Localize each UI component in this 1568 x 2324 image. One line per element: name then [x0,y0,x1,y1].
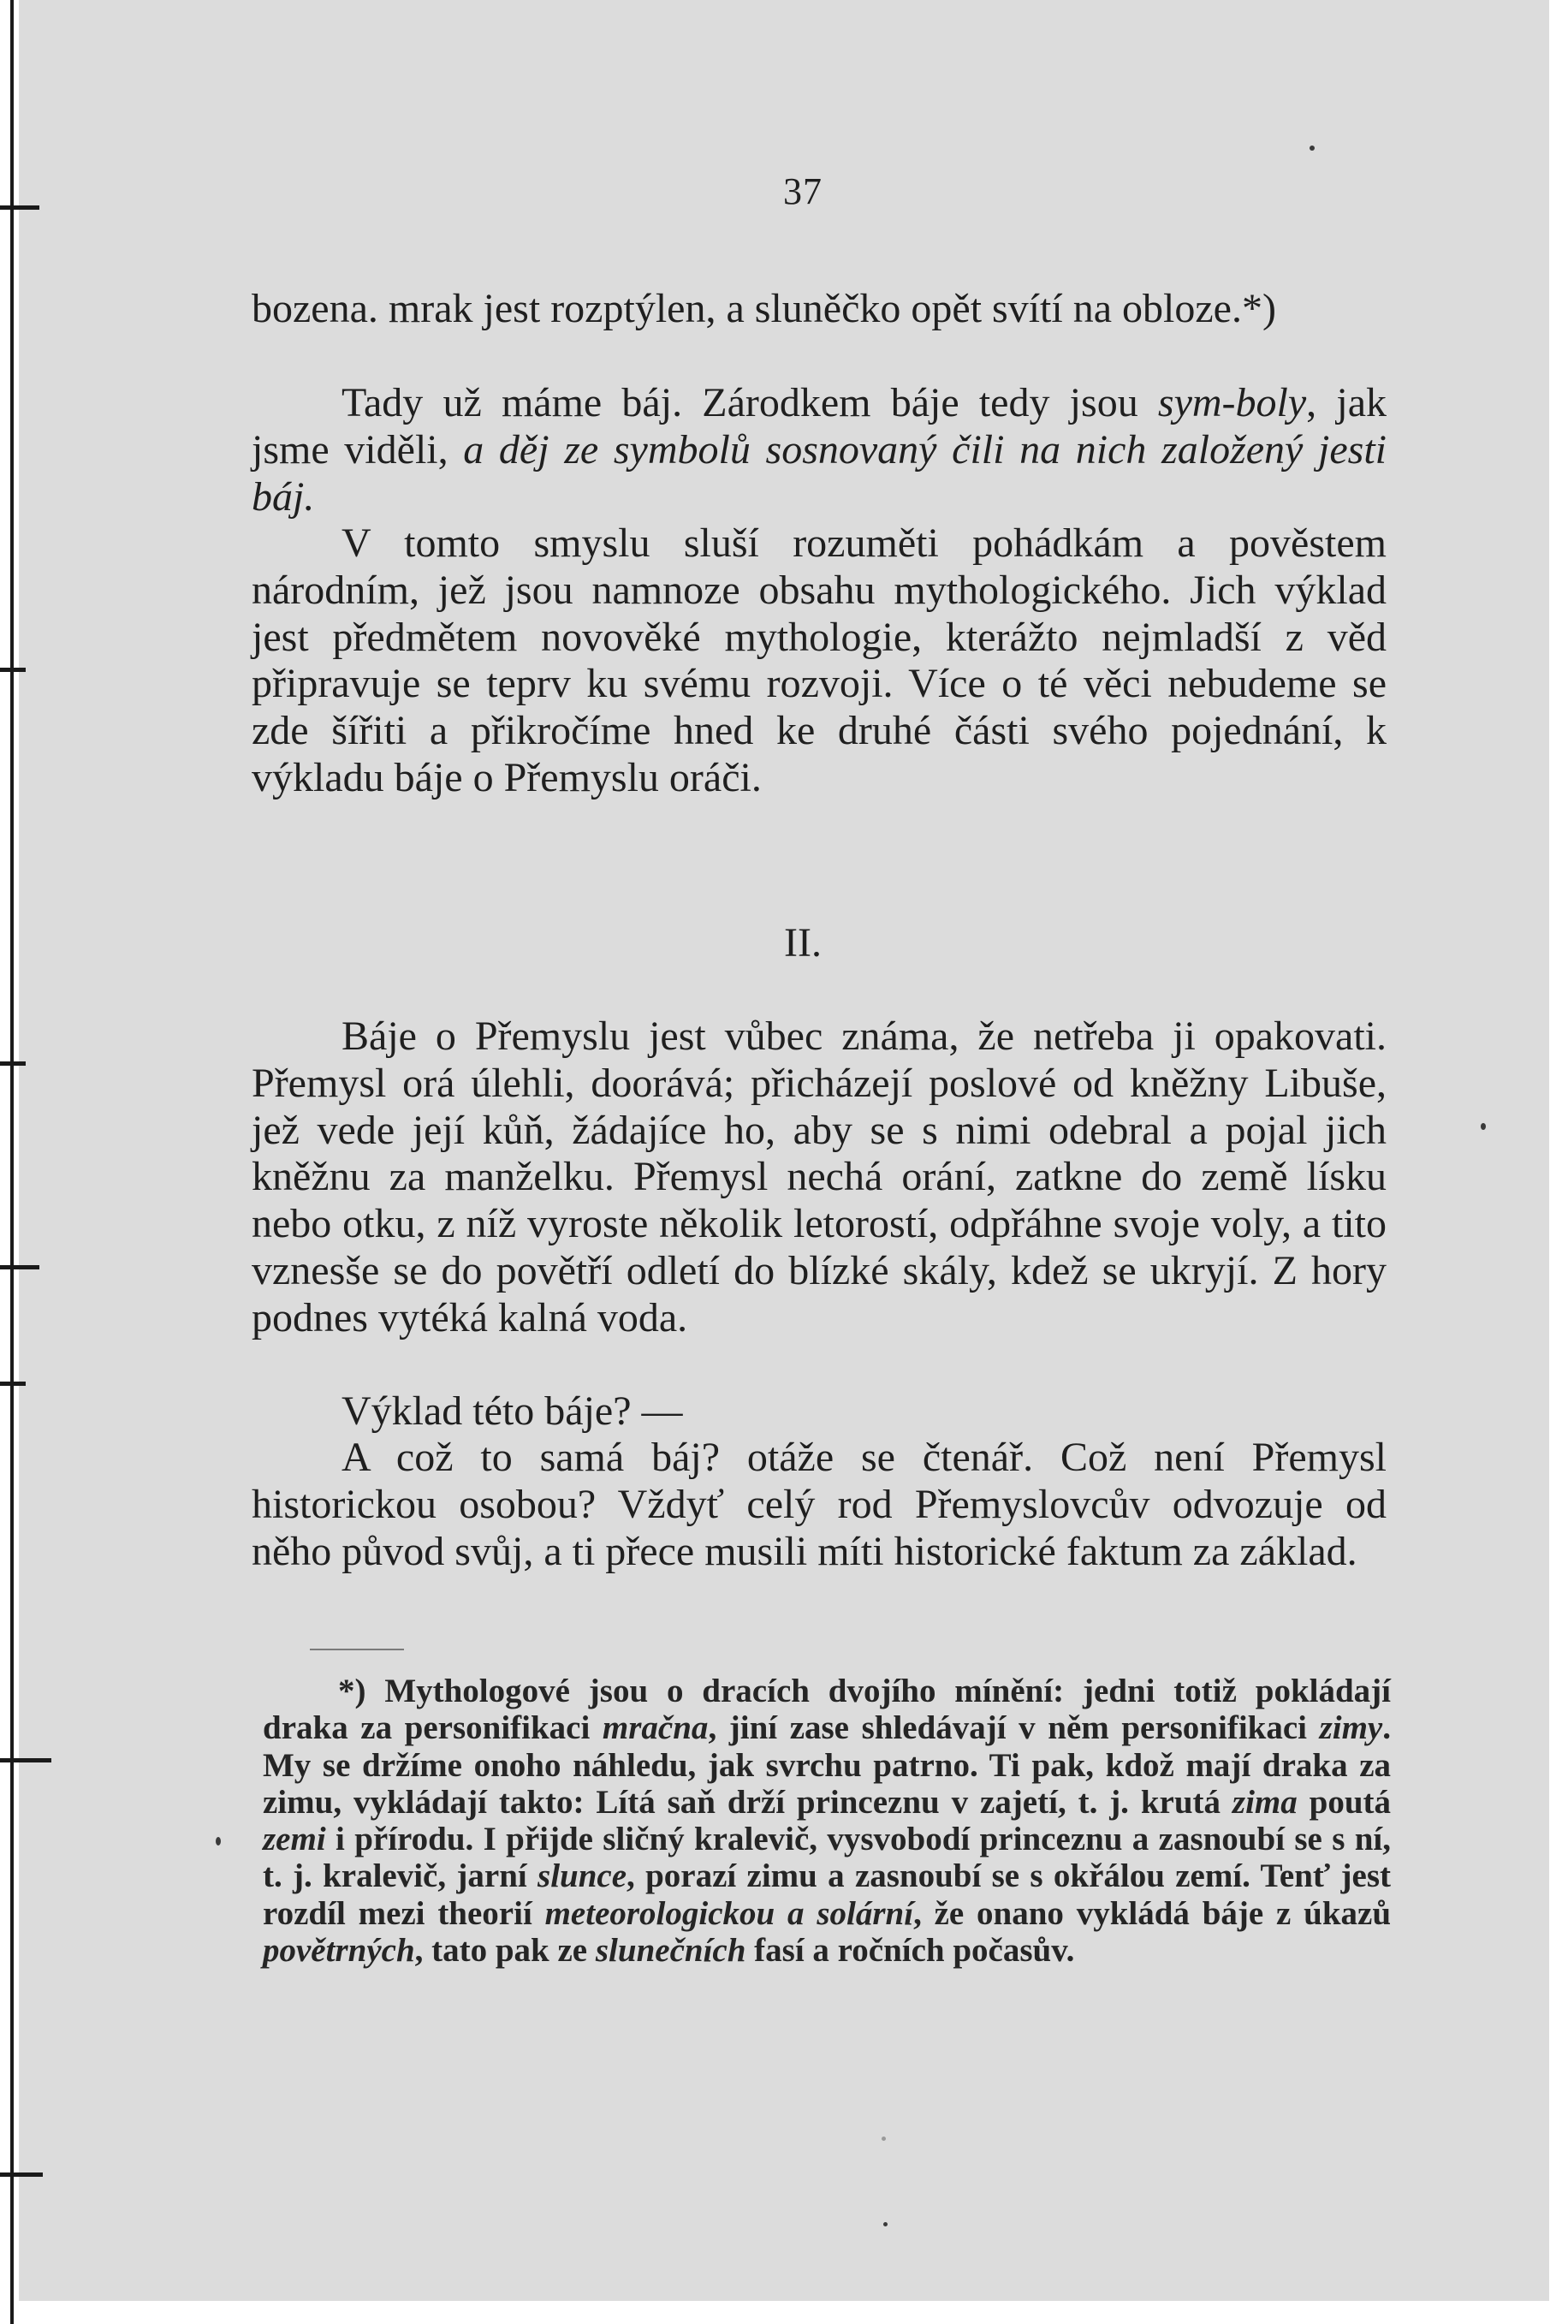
paper-speck [216,1837,221,1846]
paragraph-question: Výklad této báje? — [342,1388,683,1434]
footnote-text: , tato pak ze [414,1932,596,1970]
footnote-emphasis: meteorologickou a solární [544,1894,914,1932]
paragraph-historical: A což to samá báj? otáže se čtenář. Což není Přemysl historickou osobou? Vždyť celý rod Přemyslovcův odvozuje od něho původ svůj, a ti přece musili míti historické faktum za základ. [252,1435,1387,1574]
footnote-text: , jiní zase shledávají v něm personifikaci [708,1709,1320,1747]
footnote-text: , porazí zimu a zasnoubí se s okřálou zemí. Tenť jest rozdíl mezi theorií [263,1857,1391,1932]
paragraph-premysl-legend: Báje o Přemyslu jest vůbec známa, že netřeba ji opakovati. Přemysl orá úlehli, doorává; přicházejí poslové od kněžny Libuše, jež vede její kůň, žádajíce ho, aby se s nimi odebral a pojal jich kněžnu za manželku. Přemysl nechá orání, zatkne do země lísku nebo otku, z níž vyroste několik letorostí, odpřáhne svoje voly, a tito vznesše se do povětří odletí do blízké skály, kdež se ukryjí. Z hory podnes vytéká kalná voda. [252,1013,1387,1340]
emphasis-text: sym-boly [1157,380,1307,425]
footnote-emphasis: zimy [1319,1709,1383,1747]
footnote-divider [310,1649,404,1650]
footnote-emphasis: slunečních [595,1932,746,1970]
section-heading: II. [784,920,822,966]
footnote-emphasis: slunce [538,1857,627,1895]
paragraph-continuation: bozena. mrak jest rozptýlen, a sluněčko opět svítí na obloze.*) [252,286,1276,331]
binding-tick [0,1061,26,1066]
footnote-emphasis: mračna [602,1709,709,1747]
emphasis-text: a děj ze symbolů sosnovaný čili na nich založený jesti báj. [252,426,1387,520]
paragraph-text: Tady už máme báj. Zárodkem báje tedy jsou [342,380,1158,425]
binding-tick [0,1265,39,1269]
binding-tick [0,205,39,210]
paragraph-symbols [252,380,1387,520]
paper-speck [883,2222,888,2226]
footnote-text: *) Mythologové jsou o dracích dvojího mínění: jedni totiž pokládají draka za personifikaci [263,1673,1391,1747]
paper-speck [1310,146,1315,151]
binding-tick [0,1382,26,1386]
paragraph-fairy-tales: V tomto smyslu sluší rozuměti pohádkám a pověstem národním, jež jsou namnoze obsahu mythologického. Jich výklad jest předmětem novověké mythologie, kterážto nejmladší z věd připravuje se teprv ku svému rozvoji. Více o té věci nebudeme se zde šířiti a přikročíme hned ke druhé části svého pojednání, k výkladu báje o Přemyslu oráči. [252,520,1387,800]
paragraph-text: , jak jsme viděli, [252,380,1387,473]
footnote-text: poutá [1297,1783,1392,1821]
footnote-text: , že onano vykládá báje z úkazů [913,1894,1392,1932]
binding-tick [0,2172,43,2177]
paper-speck [882,2137,886,2141]
binding-tick [0,668,26,672]
scan-border [0,2301,1568,2324]
page-number: 37 [783,170,823,212]
book-page [19,0,1549,2303]
footnote-emphasis: zemi [263,1821,326,1858]
footnote-text: i přírodu. I přijde sličný kralevič, vysvobodí princeznu a zasnoubí se s ní, t. j. kralevič, jarní [263,1821,1391,1895]
binding-edge [10,0,14,2324]
footnote-emphasis: povětrných [263,1932,415,1970]
footnote-emphasis: zima [1232,1783,1298,1821]
footnote [263,1673,1391,1969]
footnote-text: . My se držíme onoho náhledu, jak svrchu patrno. Ti pak, kdož mají draka za zimu, vykládají takto: Lítá saň drží princeznu v zajetí, t. j. krutá [263,1709,1391,1821]
footnote-text: fasí a ročních počasův. [745,1932,1075,1970]
paper-speck [1481,1123,1486,1130]
binding-tick [0,1758,51,1762]
